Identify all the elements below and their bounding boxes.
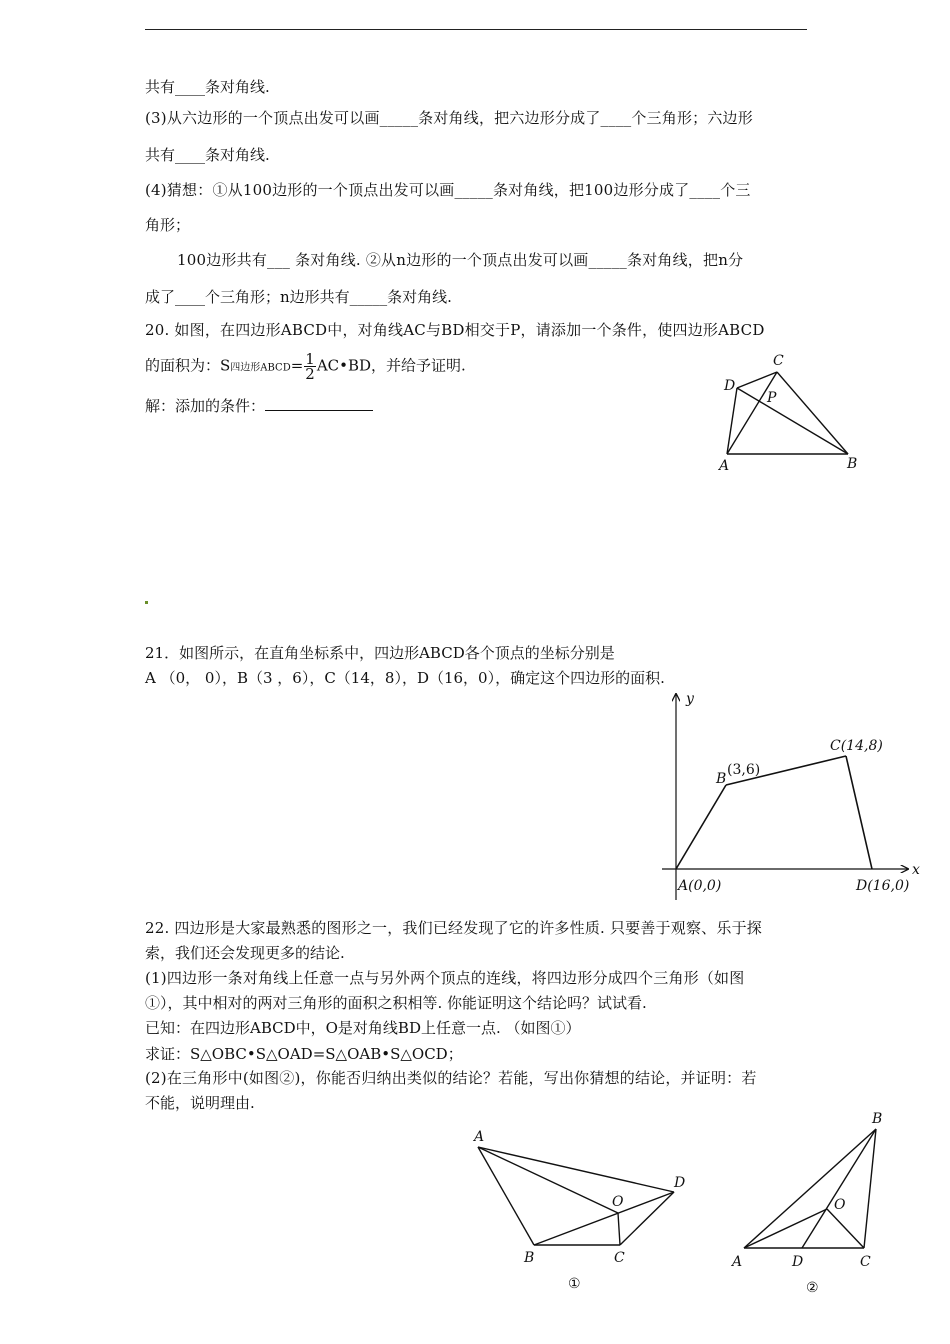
q20-line-2 — [145, 352, 466, 381]
q20-fraction-denominator: 2 — [305, 365, 315, 383]
q21-label-a: A(0,0) — [678, 878, 722, 894]
q21-side-ab — [676, 785, 726, 869]
q20-label-b: B — [847, 456, 858, 472]
q20-side-da — [727, 388, 737, 454]
fig2-caption: ② — [806, 1280, 819, 1296]
q20-figure — [715, 350, 865, 475]
q19-line-3: 共有____条对角线. — [145, 146, 270, 164]
q22-figure-1 — [466, 1125, 696, 1300]
q20-label-d: D — [724, 378, 736, 394]
fig2-label-o: O — [834, 1197, 846, 1213]
fig1-diagonal-bd — [534, 1192, 674, 1245]
q21-y-label: y — [686, 691, 694, 707]
fig1-segment-oa — [478, 1147, 618, 1213]
q22-line-1: 22. 四边形是大家最熟悉的图形之一，我们已经发现了它的许多性质. 只要善于观察、乐于探 — [145, 919, 762, 937]
q20-area-subscript: 四边形ABCD — [230, 362, 291, 374]
q19-line-1: 共有____条对角线. — [145, 78, 270, 96]
fig1-segment-oc — [618, 1213, 620, 1245]
q19-line-5: 角形； — [145, 216, 191, 234]
q20-area-prefix: 的面积为：S — [145, 356, 231, 375]
q20-side-bc — [777, 372, 848, 454]
q20-diagonal-bd — [737, 388, 848, 454]
fig2-label-a: A — [732, 1254, 743, 1270]
q20-answer-line — [145, 396, 373, 416]
q20-fraction-numerator: 1 — [305, 350, 315, 368]
fig2-segment-oc — [827, 1209, 864, 1248]
q21-line-1: 21．如图所示，在直角坐标系中，四边形ABCD各个顶点的坐标分别是 — [145, 644, 615, 662]
q20-fraction — [304, 352, 316, 381]
q22-line-3: (1)四边形一条对角线上任意一点与另外两个顶点的连线，将四边形分成四个三角形（如图 — [145, 969, 745, 987]
q19-line-2: (3)从六边形的一个顶点出发可以画_____条对角线，把六边形分成了____个三角形；六边形 — [145, 109, 753, 127]
fig1-side-ab — [478, 1147, 534, 1245]
q21-side-cd — [846, 756, 872, 869]
q21-figure — [650, 688, 930, 903]
q19-line-6: 100边形共有___ 条对角线. ②从n边形的一个顶点出发可以画_____条对角线，把n分 — [177, 251, 744, 269]
fig1-label-b: B — [524, 1250, 535, 1266]
fig1-label-c: C — [614, 1250, 625, 1266]
q22-line-7: (2)在三角形中(如图②)，你能否归纳出类似的结论？若能，写出你猜想的结论，并证明：若 — [145, 1069, 757, 1087]
q20-line-1: 20. 如图，在四边形ABCD中，对角线AC与BD相交于P，请添加一个条件，使四边形ABCD — [145, 321, 765, 339]
q22-line-4: ①），其中相对的两对三角形的面积之积相等. 你能证明这个结论吗？试试看. — [145, 994, 647, 1012]
q20-answer-blank — [265, 396, 373, 411]
fig1-label-d: D — [674, 1175, 686, 1191]
q19-line-4: (4)猜想：①从100边形的一个顶点出发可以画_____条对角线，把100边形分成了____个三 — [145, 181, 751, 199]
q20-area-suffix: AC•BD，并给予证明. — [316, 356, 466, 375]
fig1-side-da — [478, 1147, 674, 1192]
q20-answer-label: 解：添加的条件： — [145, 397, 266, 415]
fig1-label-o: O — [612, 1194, 624, 1210]
stray-mark — [145, 601, 148, 604]
q21-x-label: x — [912, 862, 920, 878]
fig2-side-ab — [744, 1129, 876, 1248]
q22-line-5: 已知：在四边形ABCD中，O是对角线BD上任意一点. （如图①） — [145, 1019, 581, 1037]
q19-line-7: 成了____个三角形；n边形共有_____条对角线. — [145, 288, 452, 306]
q20-label-c: C — [773, 353, 784, 369]
q21-label-b-coord: (3,6) — [727, 762, 761, 778]
fig2-label-b: B — [872, 1111, 883, 1127]
fig2-label-c: C — [860, 1254, 871, 1270]
q22-figure-2 — [724, 1105, 894, 1300]
fig1-label-a: A — [474, 1129, 485, 1145]
q20-side-cd — [737, 372, 777, 388]
q21-line-2: A （0， 0），B（3 ，6），C（14，8），D（16，0），确定这个四边形的面积. — [145, 669, 665, 687]
q21-label-b: B — [716, 771, 727, 787]
fig1-caption: ① — [568, 1276, 581, 1292]
header-rule — [145, 29, 807, 30]
q21-label-d: D(16,0) — [856, 878, 910, 894]
fig2-side-bc — [864, 1129, 876, 1248]
q21-label-c: C(14,8) — [830, 738, 883, 754]
q20-equals: = — [290, 356, 304, 375]
q22-line-8: 不能，说明理由. — [145, 1094, 255, 1112]
q22-line-6: 求证：S△OBC•S△OAD=S△OAB•S△OCD； — [145, 1045, 463, 1063]
q20-label-a: A — [719, 458, 730, 474]
q20-label-p: P — [767, 390, 777, 406]
fig2-segment-bd — [802, 1129, 876, 1248]
fig1-side-cd — [620, 1192, 674, 1245]
q22-line-2: 索，我们还会发现更多的结论. — [145, 944, 345, 962]
fig2-label-d: D — [792, 1254, 804, 1270]
